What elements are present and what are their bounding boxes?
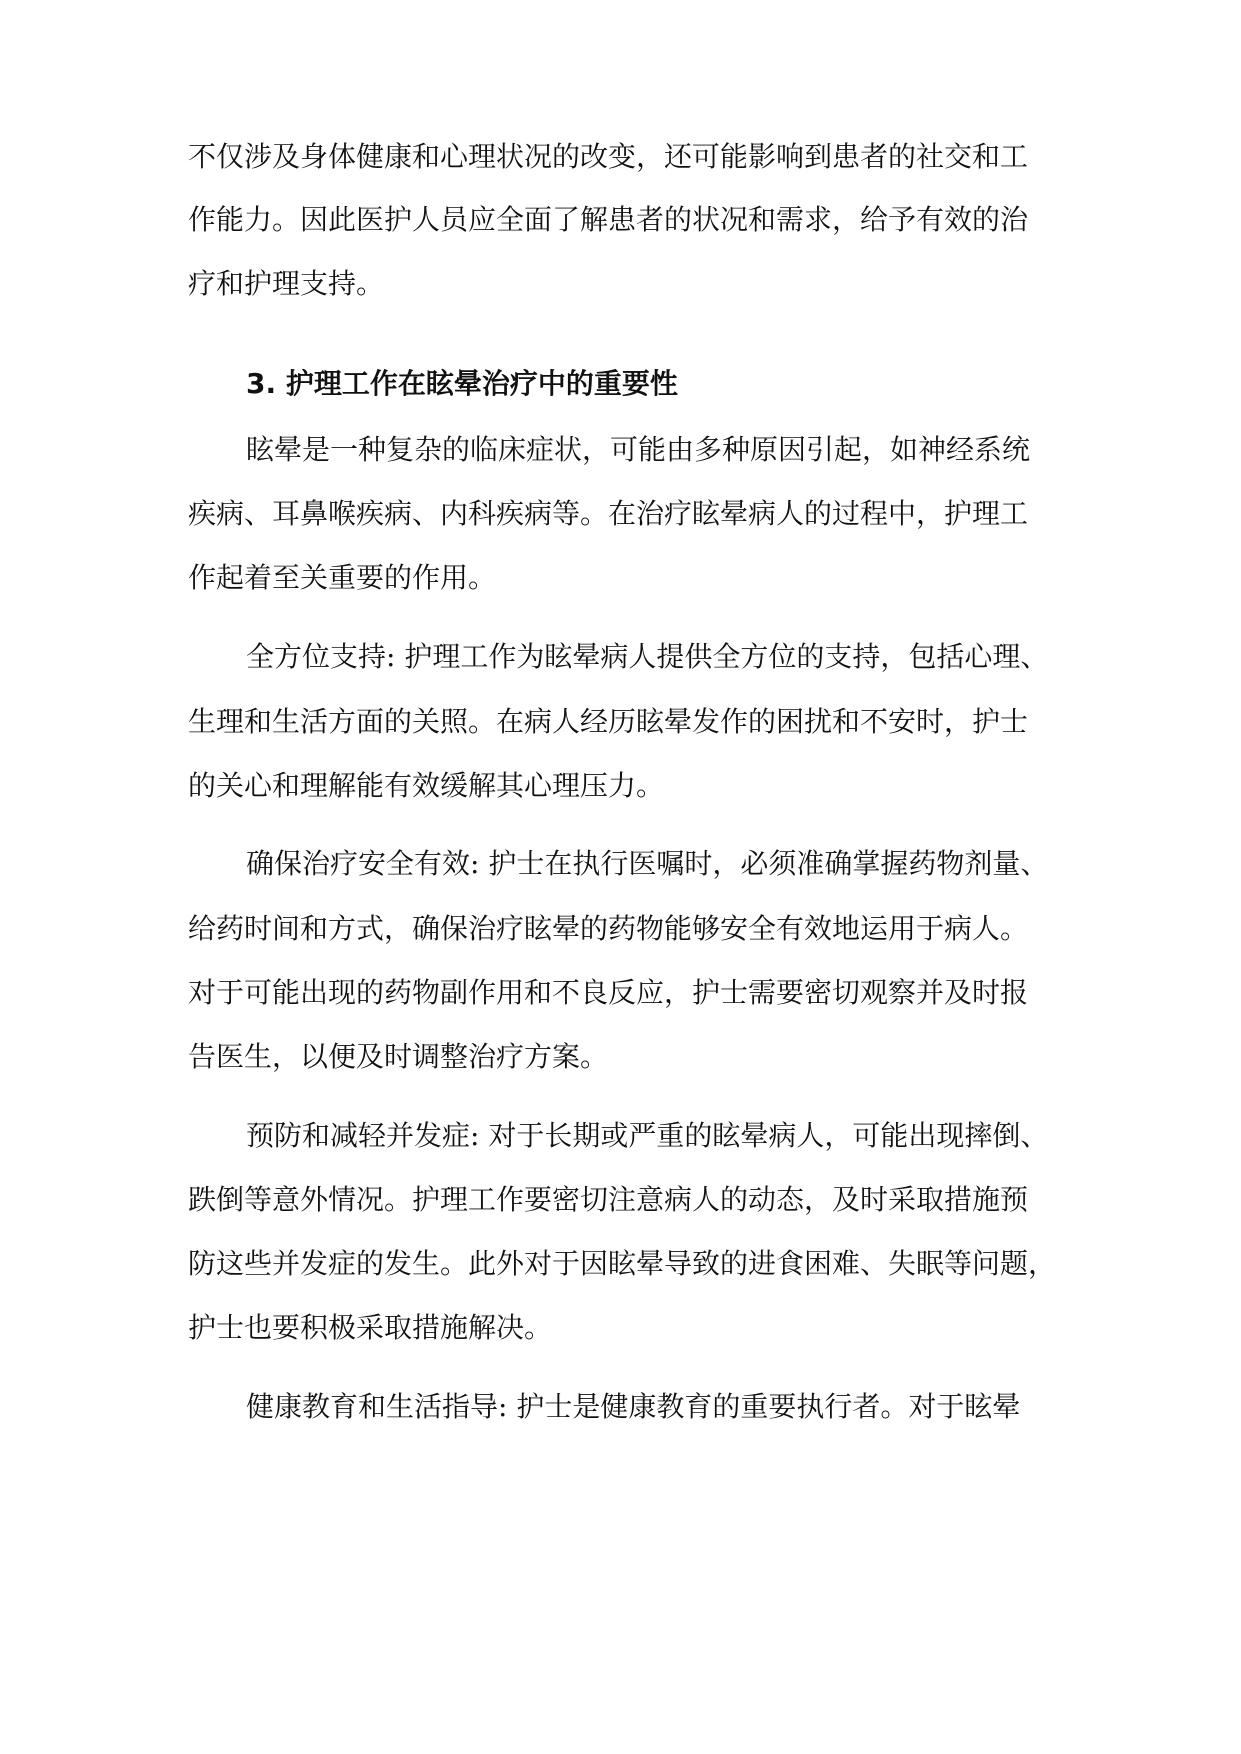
paragraph-line: 疗和护理支持。 <box>188 267 385 300</box>
paragraph-line: 眩晕是一种复杂的临床症状，可能由多种原因引起，如神经系统 <box>246 433 1031 466</box>
paragraph-line: 预防和减轻并发症: 对于长期或严重的眩晕病人，可能出现摔倒、 <box>246 1119 1049 1152</box>
paragraph-line: 确保治疗安全有效: 护士在执行医嘱时，必须准确掌握药物剂量、 <box>246 847 1049 880</box>
paragraph-line: 健康教育和生活指导: 护士是健康教育的重要执行者。对于眩晕 <box>246 1390 1021 1423</box>
paragraph-line: 生理和生活方面的关照。在病人经历眩晕发作的困扰和不安时，护士 <box>188 705 1029 738</box>
paragraph-line: 作能力。因此医护人员应全面了解患者的状况和需求，给予有效的治 <box>188 203 1029 236</box>
paragraph-line: 给药时间和方式，确保治疗眩晕的药物能够安全有效地运用于病人。 <box>188 912 1029 945</box>
paragraph-line: 作起着至关重要的作用。 <box>188 561 497 594</box>
paragraph-line: 疾病、耳鼻喉疾病、内科疾病等。在治疗眩晕病人的过程中，护理工 <box>188 497 1029 530</box>
paragraph-line: 护士也要积极采取措施解决。 <box>188 1311 553 1344</box>
paragraph-line: 不仅涉及身体健康和心理状况的改变，还可能影响到患者的社交和工 <box>188 140 1029 173</box>
paragraph-line: 跌倒等意外情况。护理工作要密切注意病人的动态，及时采取措施预 <box>188 1183 1029 1216</box>
paragraph-line: 告医生，以便及时调整治疗方案。 <box>188 1040 609 1073</box>
paragraph-line: 全方位支持: 护理工作为眩晕病人提供全方位的支持，包括心理、 <box>246 640 1049 673</box>
paragraph-line: 的关心和理解能有效缓解其心理压力。 <box>188 769 665 802</box>
paragraph-line: 对于可能出现的药物副作用和不良反应，护士需要密切观察并及时报 <box>188 976 1029 1009</box>
section-heading: 3. 护理工作在眩晕治疗中的重要性 <box>246 367 678 400</box>
paragraph-line: 防这些并发症的发生。此外对于因眩晕导致的进食困难、失眠等问题， <box>188 1247 1057 1280</box>
